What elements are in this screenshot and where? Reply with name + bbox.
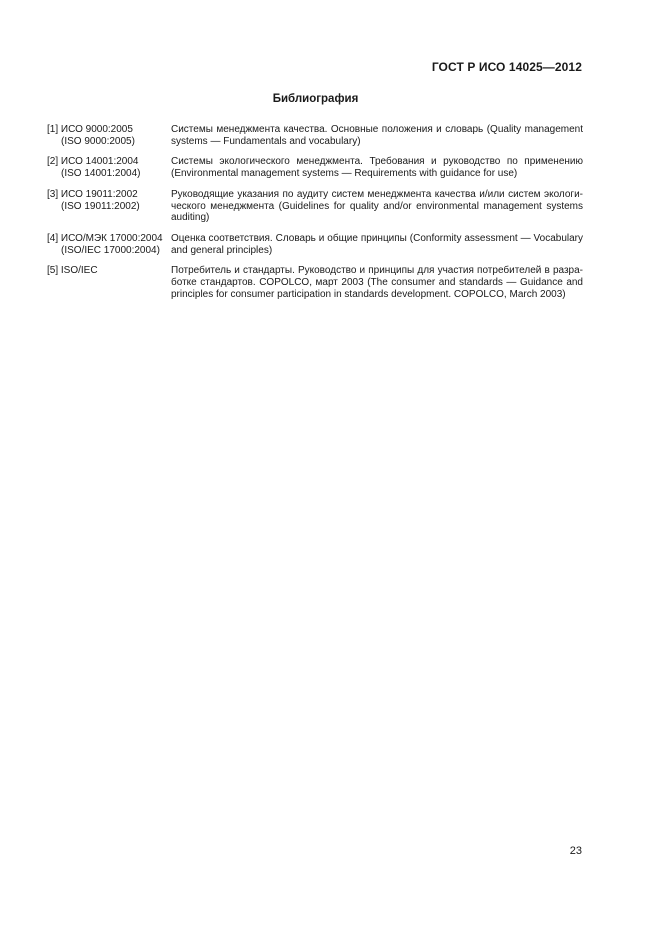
section-title: Библиография bbox=[272, 93, 359, 105]
description-line: Руководящие указания по аудиту систем менеджмента качества и/или систем экологи- bbox=[171, 188, 583, 200]
description-line: Системы менеджмента качества. Основные положения и словарь (Quality management bbox=[171, 124, 583, 135]
reference-code: [2] ИСО 14001:2004 bbox=[47, 156, 139, 168]
reference-code-international: (ISO 19011:2002) bbox=[61, 200, 140, 212]
description-line: and general principles) bbox=[171, 244, 273, 256]
entry-reference bbox=[47, 265, 171, 300]
reference-code-international: (ISO/IEC 17000:2004) bbox=[61, 244, 160, 256]
description-line: Потребитель и стандарты. Руководство и принципы для участия потребителей в разра- bbox=[171, 265, 583, 277]
entry-description bbox=[171, 233, 583, 256]
description-line: systems — Fundamentals and vocabulary) bbox=[171, 135, 361, 147]
page-number: 23 bbox=[569, 845, 582, 857]
reference-code: [1] ИСО 9000:2005 bbox=[47, 124, 133, 135]
bibliography-entry bbox=[47, 156, 583, 179]
description-line: (Environmental management systems — Requirements with guidance for use) bbox=[171, 168, 518, 180]
reference-code-international: (ISO 9000:2005) bbox=[61, 135, 135, 147]
bibliography-entry bbox=[47, 265, 583, 300]
bibliography-entry bbox=[47, 124, 583, 147]
description-line: ботке стандартов. COPOLCO, март 2003 (The consumer and standards — Guidance and bbox=[171, 277, 583, 289]
reference-code: [5] ISO/IEC bbox=[47, 265, 98, 277]
entry-description bbox=[171, 189, 583, 224]
description-line: Оценка соответствия. Словарь и общие принципы (Conformity assessment — Vocabulary bbox=[171, 232, 583, 244]
reference-code: [3] ИСО 19011:2002 bbox=[47, 188, 138, 200]
entry-reference bbox=[47, 189, 171, 224]
entry-reference bbox=[47, 233, 171, 256]
entry-description bbox=[171, 124, 583, 147]
bibliography-list bbox=[47, 124, 583, 309]
bibliography-entry bbox=[47, 189, 583, 224]
description-line: principles for consumer participation in standards development. COPOLCO, March 2003) bbox=[171, 288, 566, 300]
description-line: Системы экологического менеджмента. Требования и руководство по применению bbox=[171, 156, 583, 168]
description-line: ческого менеджмента (Guidelines for quality and/or environmental management systems bbox=[171, 200, 583, 212]
bibliography-entry bbox=[47, 233, 583, 256]
entry-reference bbox=[47, 124, 171, 147]
document-code: ГОСТ Р ИСО 14025—2012 bbox=[431, 60, 582, 74]
entry-description bbox=[171, 156, 583, 179]
description-line: auditing) bbox=[171, 212, 210, 224]
entry-description bbox=[171, 265, 583, 300]
entry-reference bbox=[47, 156, 171, 179]
reference-code-international: (ISO 14001:2004) bbox=[61, 168, 141, 180]
reference-code: [4] ИСО/МЭК 17000:2004 bbox=[47, 232, 163, 244]
